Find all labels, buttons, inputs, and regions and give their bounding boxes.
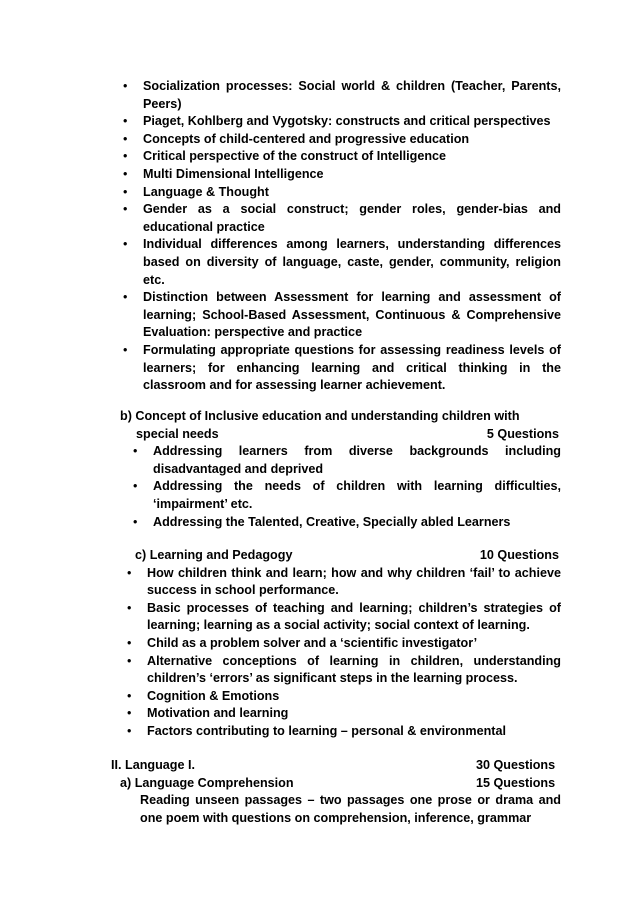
list-item: • Alternative conceptions of learning in children, understanding children’s ‘errors’ as significant steps in the learning process. [127,653,561,686]
list-item: • Piaget, Kohlberg and Vygotsky: constructs and critical perspectives [143,113,561,131]
list-item: • Socialization processes: Social world & children (Teacher, Parents, Peers) [123,79,561,111]
list-item: • Addressing the Talented, Creative, Specially abled Learners [153,514,561,532]
section-inclusive-education [120,408,561,531]
bullet-icon: • [133,479,138,494]
list-item: • Addressing learners from diverse backgrounds including disadvantaged and deprived [133,444,561,476]
list-item: • Addressing the needs of children with learning difficulties, ‘impairment’ etc. [133,479,561,511]
list-item: • Formulating appropriate questions for assessing readiness levels of learners; for enhancing learning and critical thinking in the classroom and for assessing learner achievement. [123,342,561,393]
bullet-icon: • [127,565,132,580]
bullet-icon: • [123,166,128,181]
list-item: • Basic processes of teaching and learning; children’s strategies of learning; learning as a social activity; social context of learning. [127,600,561,633]
list-item: • Critical perspective of the construct of Intelligence [143,148,561,166]
list-item: • Individual differences among learners, understanding differences based on diversity of language, caste, gender, community, religion etc. [123,237,561,287]
bullet-icon: • [123,342,128,357]
question-count: 30 Questions [476,758,556,772]
list-item: • Child as a problem solver and a ‘scientific investigator’ [147,635,561,653]
question-count: 5 Questions [486,426,559,441]
subsection-heading: a) Language Comprehension 15 Questions [111,775,561,793]
bullet-icon: • [127,688,132,703]
list-item: • Language & Thought [143,184,561,202]
section-heading: c) Learning and Pedagogy 10 Questions [120,547,561,565]
bullet-icon: • [133,444,138,459]
list-item: • Motivation and learning [147,705,561,723]
section-learning-pedagogy [120,547,561,741]
inclusive-topic-list [133,443,561,531]
pedagogy-list [127,565,561,741]
list-item: • Distinction between Assessment for learning and assessment of learning; School-Based Assessment, Continuous & Comprehensive Evaluation: perspective and practice [123,290,561,340]
section-heading: II. Language I. 30 Questions [111,757,561,775]
list-item: • Multi Dimensional Intelligence [143,166,561,184]
bullet-icon: • [127,706,132,721]
section-heading-continued: special needs 5 Questions [120,426,561,444]
bullet-icon: • [123,79,128,93]
bullet-icon: • [123,202,128,217]
bullet-icon: • [133,514,138,529]
bullet-icon: • [123,184,128,199]
bullet-icon: • [123,131,128,146]
list-item: • Cognition & Emotions [147,688,561,706]
bullet-icon: • [123,149,128,164]
question-count: 10 Questions [479,548,559,562]
bullet-icon: • [123,290,128,305]
list-item: • How children think and learn; how and why children ‘fail’ to achieve success in school performance. [127,565,561,598]
bullet-icon: • [127,653,132,668]
question-count: 15 Questions [476,775,556,790]
list-item: • Gender as a social construct; gender roles, gender-bias and educational practice [123,202,561,234]
bullet-icon: • [123,114,128,129]
bullet-icon: • [127,723,132,738]
bullet-icon: • [127,600,132,615]
bullet-icon: • [127,635,132,650]
pedagogy-topic-list [123,78,561,395]
comprehension-description: Reading unseen passages – two passages one prose or drama and one poem with questions on comprehension, inference, grammar [140,793,561,825]
section-language-one [111,757,561,827]
list-item: • Concepts of child-centered and progressive education [143,131,561,149]
section-heading: b) Concept of Inclusive education and understanding children with [120,409,520,423]
list-item: • Factors contributing to learning – personal & environmental [147,723,561,741]
bullet-icon: • [123,237,128,252]
